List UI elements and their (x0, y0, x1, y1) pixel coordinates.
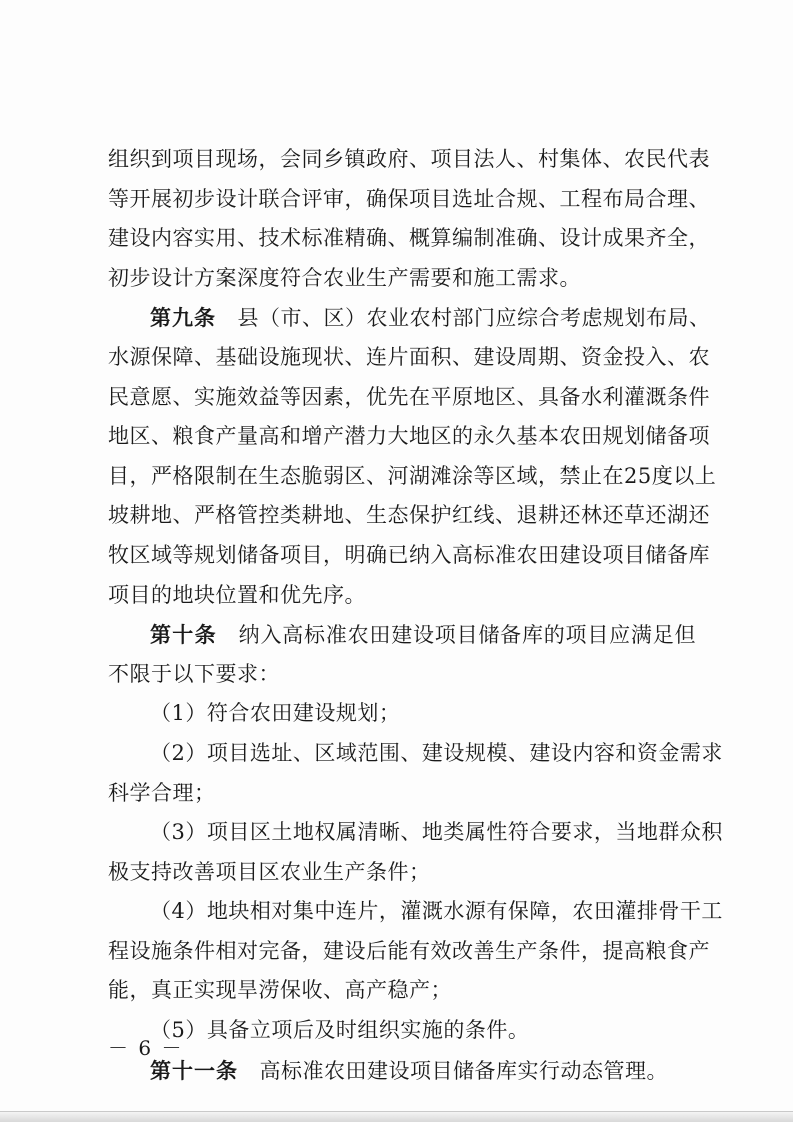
body-text (108, 140, 723, 1090)
text-line: 能，真正实现旱涝保收、高产稳产； (108, 978, 452, 1003)
list-item-1: （1）符合农田建设规划； (150, 701, 401, 726)
text-line: 科学合理； (108, 780, 216, 805)
page-number: － 6 － (108, 1036, 184, 1060)
text-line: 纳入高标准农田建设项目储备库的项目应满足但 (238, 623, 697, 648)
page-edge (0, 1111, 793, 1122)
text-line: 坡耕地、严格管控类耕地、生态保护红线、退耕还林还草还湖还 (108, 503, 710, 528)
text-line: 建设内容实用、技术标准精确、概算编制准确、设计成果齐全， (108, 226, 710, 251)
list-item-4: （4）地块相对集中连片，灌溉水源有保障，农田灌排骨干工 (150, 899, 723, 924)
text-line: 项目的地块位置和优先序。 (108, 582, 366, 607)
text-line: 民意愿、实施效益等因素，优先在平原地区、具备水利灌溉条件 (108, 384, 710, 409)
text-line: 牧区域等规划储备项目，明确已纳入高标准农田建设项目储备库 (108, 542, 710, 567)
article-11-first-line (108, 1051, 696, 1091)
text-line: 目，严格限制在生态脆弱区、河湖滩涂等区域，禁止在25度以上 (108, 463, 717, 488)
article-9-first-line (108, 298, 711, 338)
list-item-3: （3）项目区土地权属清晰、地类属性符合要求，当地群众积 (150, 820, 723, 845)
text-line: 县（市、区）农业农村部门应综合考虑规划布局、 (237, 306, 711, 331)
text-line: 等开展初步设计联合评审，确保项目选址合规、工程布局合理、 (108, 186, 710, 211)
text-line: 极支持改善项目区农业生产条件； (108, 859, 431, 884)
list-item-5: （5）具备立项后及时组织实施的条件。 (150, 1018, 530, 1043)
article-10-heading: 第十条 (150, 622, 217, 648)
article-10-first-line (108, 615, 696, 655)
article-11-heading: 第十一条 (150, 1057, 238, 1083)
text-line: 初步设计方案深度符合农业生产需要和施工需求。 (108, 265, 581, 290)
text-line: 地区、粮食产量高和增产潜力大地区的永久基本农田规划储备项 (108, 424, 710, 449)
list-item-2: （2）项目选址、区域范围、建设规模、建设内容和资金需求 (150, 740, 723, 765)
text-line: 程设施条件相对完备，建设后能有效改善生产条件，提高粮食产 (108, 938, 710, 963)
text-line: 不限于以下要求： (108, 661, 280, 686)
text-line: 组织到项目现场，会同乡镇政府、项目法人、村集体、农民代表 (108, 147, 710, 171)
text-line: 高标准农田建设项目储备库实行动态管理。 (259, 1058, 668, 1083)
article-9-heading: 第九条 (150, 305, 216, 331)
text-line: 水源保障、基础设施现状、连片面积、建设周期、资金投入、农 (108, 344, 710, 369)
